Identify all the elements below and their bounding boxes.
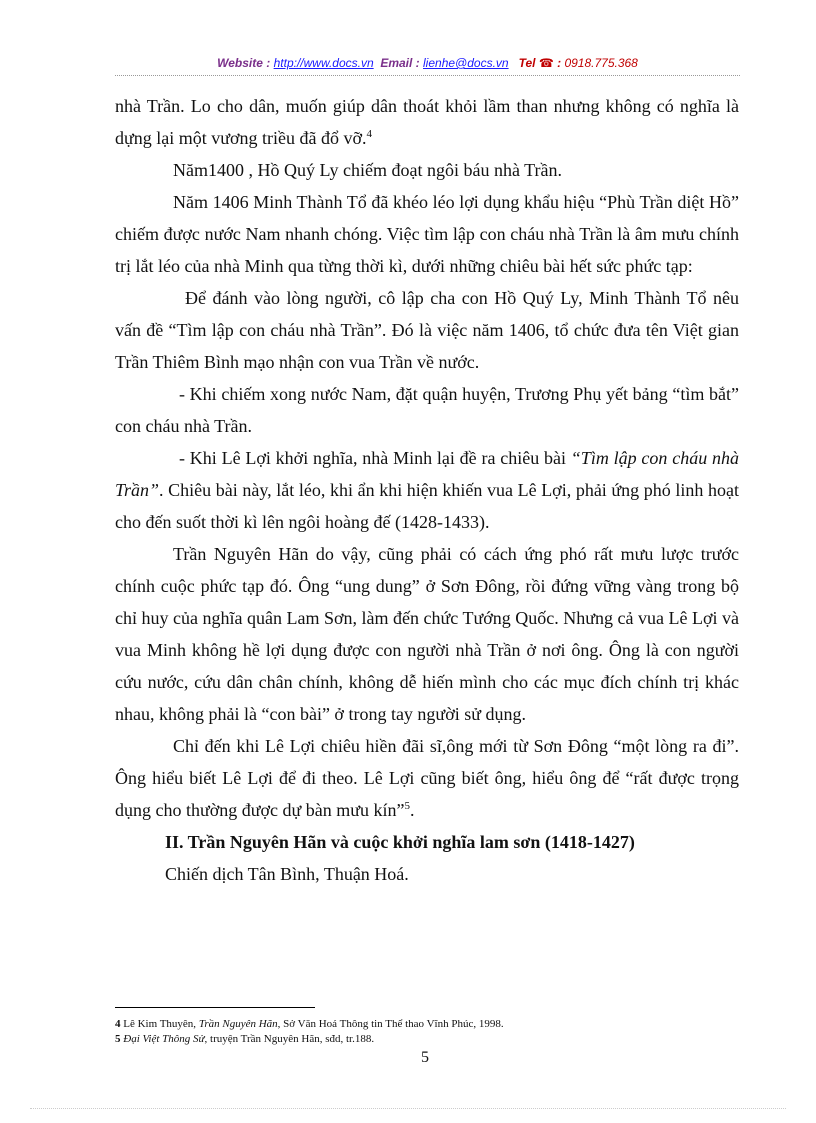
- footnote-ref-5[interactable]: 5: [404, 800, 411, 812]
- paragraph-3: Năm 1406 Minh Thành Tổ đã khéo léo lợi dụng khẩu hiệu “Phù Trần diệt Hồ” chiếm được nước Nam nhanh chóng. Việc tìm lập con cháu nhà Trần là âm mưu chính trị lắt léo của nhà Minh qua từng thời kì, dưới những chiêu bài hết sức phức tạp:: [115, 192, 739, 276]
- paragraph-2: Năm1400 , Hồ Quý Ly chiếm đoạt ngôi báu nhà Trần.: [173, 160, 562, 180]
- paragraph-8: [115, 730, 739, 826]
- website-label: Website :: [217, 56, 274, 70]
- page-header: [115, 56, 740, 70]
- paragraph-8-end: .: [410, 800, 415, 820]
- footnote-5-text-b: , truyện Trần Nguyên Hãn, sđd, tr.188.: [204, 1033, 375, 1045]
- footnotes: [115, 1017, 740, 1047]
- email-separator: :: [412, 56, 424, 70]
- document-body: [115, 90, 739, 890]
- footnote-ref-4[interactable]: 4: [366, 128, 373, 140]
- paragraph-4: Để đánh vào lòng người, cô lập cha con Hồ Quý Ly, Minh Thành Tổ nêu vấn đề “Tìm lập con cháu nhà Trần”. Đó là việc năm 1406, tổ chức đưa tên Việt gian Trần Thiêm Bình mạo nhận con vua Trần về nước.: [115, 288, 739, 372]
- paragraph-5: - Khi chiếm xong nước Nam, đặt quận huyện, Trương Phụ yết bảng “tìm bắt” con cháu nhà Trần.: [115, 384, 739, 436]
- paragraph-7: Trần Nguyên Hãn do vậy, cũng phải có cách ứng phó rất mưu lược trước chính cuộc phức tạp đó. Ông “ung dung” ở Sơn Đông, rồi đứng vững vàng trong bộ chỉ huy của nghĩa quân Lam Sơn, làm đến chức Tướng Quốc. Nhưng cả vua Lê Lợi và vua Minh không hề lợi dụng được con người nhà Trần ở nơi ông. Ông là con người cứu nước, cứu dân chân chính, không dễ hiến mình cho các mục đích chính trị khác nhau, không phải là “con bài” ở trong tay người sử dụng.: [115, 544, 739, 724]
- footnote-5: [115, 1032, 740, 1047]
- email-label: Email: [380, 56, 413, 70]
- footnote-5-italic: Đại Việt Thông Sử: [120, 1033, 205, 1045]
- paragraph-6-text-b: . Chiêu bài này, lắt léo, khi ẩn khi hiện khiến vua Lê Lợi, phải ứng phó linh hoạt cho đến suốt thời kì lên ngôi hoàng đế (1428-1433).: [115, 480, 739, 532]
- page-bottom-border: [30, 1108, 786, 1109]
- tel-label: Tel ☎ :: [518, 56, 565, 70]
- footnote-4: [115, 1017, 740, 1032]
- tel-value: 0918.775.368: [564, 56, 638, 70]
- website-link[interactable]: http://www.docs.vn: [273, 56, 374, 70]
- paragraph-1: [115, 90, 739, 154]
- footnote-4-text-b: , Sở Văn Hoá Thông tin Thể thao Vĩnh Phúc, 1998.: [277, 1018, 504, 1030]
- email-link[interactable]: lienhe@docs.vn: [423, 56, 509, 70]
- section-heading: II. Trần Nguyên Hãn và cuộc khởi nghĩa lam sơn (1418-1427): [165, 832, 635, 852]
- paragraph-8-text: Chỉ đến khi Lê Lợi chiêu hiền đãi sĩ,ông mới từ Sơn Đông “một lòng ra đi”. Ông hiểu biết Lê Lợi để đi theo. Lê Lợi cũng biết ông, hiểu ông để “rất được trọng dụng cho thường được dự bàn mưu kín”: [115, 736, 739, 820]
- paragraph-6: [115, 442, 739, 538]
- footnote-4-text-a: Lê Kim Thuyên,: [120, 1018, 199, 1030]
- footnote-divider: [115, 1007, 315, 1008]
- paragraph-6-italic: “Tìm lập con cháu nhà Trần”: [115, 448, 739, 500]
- paragraph-6-text-a: - Khi Lê Lợi khởi nghĩa, nhà Minh lại đề ra chiêu bài: [179, 448, 571, 468]
- paragraph-1-text: nhà Trần. Lo cho dân, muốn giúp dân thoát khỏi lầm than nhưng không có nghĩa là dựng lại một vương triều đã đổ vỡ.: [115, 96, 739, 148]
- header-divider: [115, 75, 740, 76]
- page-number: 5: [421, 1049, 429, 1066]
- section-subtitle: Chiến dịch Tân Bình, Thuận Hoá.: [165, 864, 409, 884]
- footnote-5-number: 5: [115, 1033, 121, 1045]
- footnote-4-italic: Trần Nguyên Hãn: [198, 1018, 278, 1030]
- footnote-4-number: 4: [115, 1018, 121, 1030]
